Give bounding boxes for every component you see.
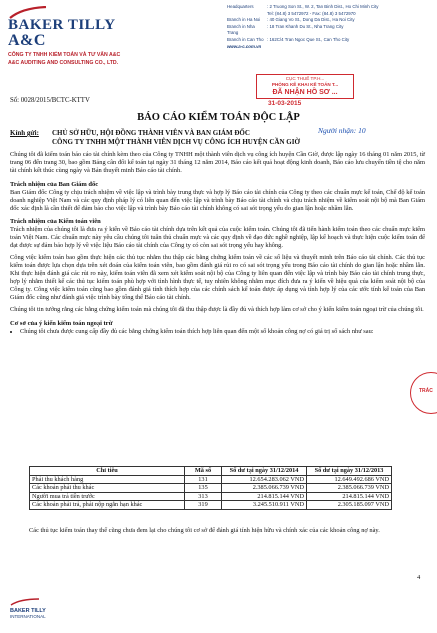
recipient-line-2: CÔNG TY TNHH MỘT THÀNH VIÊN DỊCH VỤ CÔNG ÍCH HUYỆN CẦN GIỜ [52, 137, 300, 146]
section-heading: Trách nhiệm của Ban Giám đốc [10, 180, 99, 188]
report-body [10, 151, 425, 336]
section-heading: Cơ sở của ý kiến kiểm toán ngoại trừ [10, 319, 113, 327]
website[interactable]: www.a-c.com.vn [227, 43, 262, 49]
paragraph: Trách nhiệm của chúng tôi là đưa ra ý kiến về Báo cáo tài chính dựa trên kết quả của cuộc kiểm toán. Chúng tôi đã tiến hành kiểm toán theo các chuẩn mực kiểm toán Việt Nam. Các chuẩn mực này yêu cầu chúng tôi tuân thủ chuẩn mực và các quy định về đạo đức nghề nghiệp, lập kế hoạch và thực hiện cuộc kiểm toán để đạt được sự đảm bảo hợp lý về việc liệu Báo cáo tài chính của Công ty có còn sai sót trọng yếu hay không. [10, 226, 425, 250]
bullet-list [10, 328, 425, 336]
intro-paragraph: Chúng tôi đã kiểm toán báo cáo tài chính kèm theo của Công ty TNHH một thành viên dịch vụ công ích huyện Cần Giờ, được lập ngày 16 tháng 01 năm 2015, từ trang 06 đến trang 30, bao gồm Bảng cân đối kế toán tại ngày 31 tháng 12 năm 2014, Báo cáo kết quả hoạt động kinh doanh, Báo cáo lưu chuyển tiền tệ cho năm tài chính kết thúc cùng ngày và Bản thuyết minh Báo cáo tài chính. [10, 151, 425, 174]
recipient-line-1: CHỦ SỞ HỮU, HỘI ĐỒNG THÀNH VIÊN VÀ BAN GIÁM ĐỐC [52, 129, 250, 137]
table-header-row [30, 467, 392, 476]
handwritten-note: Người nhận: 10 [318, 126, 366, 135]
column-header: Chỉ tiêu [30, 467, 185, 476]
closing-paragraph: Các thủ tục kiểm toán thay thế cũng chưa đem lại cho chúng tôi cơ sở để đánh giá tính hiện hữu và chính xác của các khoản công nợ này. [29, 527, 380, 534]
tax-office-stamp: CỤC THUẾ TP.H... PHÒNG KÊ KHAI KẾ TOÁN T... ĐÃ NHẬN HỒ SƠ ... [256, 74, 354, 99]
office-row: Branch in Can Tho : 162C/4 Tran Ngoc Que St., Can Tho City [227, 36, 350, 42]
footer-logo: BAKER TILLY INTERNATIONAL [10, 598, 60, 620]
recipient-label: Kính gửi: [10, 129, 39, 137]
office-row: Headquarters : 2 Truong Son St., W. 2, Tan Binh Dist., Ho Chi Minh City [227, 4, 379, 9]
company-logo [8, 6, 183, 67]
office-addresses [227, 4, 434, 50]
brand-name-2: A&C [8, 32, 46, 49]
company-seal: TRÁC [410, 372, 437, 414]
paragraph: Ban Giám đốc Công ty chịu trách nhiệm về việc lập và trình bày trung thực và hợp lý Báo cáo tài chính của Công ty theo các chuẩn mực kế toán, Chế độ kế toán doanh nghiệp Việt Nam và các quy định pháp lý có liên quan đến việc lập và trình bày Báo cáo tài chính và chịu trách nhiệm về kiểm soát nội bộ mà Ban Giám đốc xác định là cần thiết để đảm bảo cho việc lập và trình bày Báo cáo tài chính không có sai sót trọng yếu do gian lận hoặc nhầm lẫn. [10, 188, 425, 212]
page-number: 4 [417, 574, 421, 581]
recipient [52, 129, 300, 146]
brand-name: BAKER TILLY [8, 17, 116, 33]
table-row: Phải thu khách hàng 131 12.654.283.062 VND 12.649.492.686 VND [30, 475, 392, 484]
table-row: Người mua trả tiền trước 313 214.815.144 VND 214.815.144 VND [30, 492, 392, 501]
list-item: • Chúng tôi chưa được cung cấp đầy đủ các bằng chứng kiểm toán thích hợp liên quan đến một số khoản công nợ có giá trị số sách như sau: [20, 328, 425, 336]
logo-swoosh-icon [8, 6, 48, 20]
paragraph: Chúng tôi tin tưởng rằng các bằng chứng kiểm toán mà chúng tôi đã thu thập được là đầy đủ và thích hợp làm cơ sở cho ý kiến kiểm toán ngoại trừ của chúng tôi. [10, 305, 424, 313]
document-number: Số: 0028/2015/BCTC-KTTV [10, 97, 90, 104]
table-row: Các khoản phải thu khác 135 2.385.066.739 VND 2.385.066.739 VND [30, 484, 392, 493]
company-name-vn: CÔNG TY TNHH KIỂM TOÁN VÀ TƯ VẤN A&C [8, 52, 121, 58]
report-title: BÁO CÁO KIỂM TOÁN ĐỘC LẬP [137, 112, 300, 123]
footer-swoosh-icon [10, 598, 40, 606]
column-header: Số dư tại ngày 31/12/2013 [307, 467, 392, 476]
stamp-date: 31-03-2015 [268, 100, 302, 107]
company-name-en: A&C AUDITING AND CONSULTING CO., LTD. [8, 60, 119, 66]
paragraph: Công việc kiểm toán bao gồm thực hiện các thủ tục nhằm thu thập các bằng chứng kiểm toán về các số liệu và thuyết minh trên Báo cáo tài chính. Các thủ tục kiểm toán được lựa chọn dựa trên xét đoán của kiểm toán viên, bao gồm đánh giá rủi ro có sai sót trọng yếu trong Báo cáo tài chính do gian lận hoặc nhầm lẫn. Khi thực hiện đánh giá các rủi ro này, kiểm toán viên đã xem xét kiểm soát nội bộ của Công ty liên quan đến việc lập và trình bày Báo cáo tài chính trung thực, hợp lý nhằm thiết kế các thủ tục kiểm toán phù hợp với tình hình thực tế, tuy nhiên không nhằm mục đích đưa ra ý kiến về hiệu quả của kiểm soát nội bộ của Công ty. Công việc kiểm toán cũng bao gồm đánh giá tính thích hợp của các chính sách kế toán được áp dụng và tính hợp lý của các ước tính kế toán của Ban Giám đốc cũng như đánh giá việc trình bày tổng thể Báo cáo tài chính. [10, 254, 425, 301]
section-heading: Trách nhiệm của Kiểm toán viên [10, 218, 101, 226]
office-row: Branch in Nha Trang : 18 Tran Khanh Du St., Nha Trang City [227, 23, 344, 36]
office-row: Tel: (84.8) 3 5472972 - Fax: (84.8) 3 5472970 [267, 10, 356, 16]
office-row: Branch in Ha Noi : 40 Giang Vo St., Dong Da Dist., Ha Noi City [227, 17, 355, 23]
column-header: Số dư tại ngày 31/12/2014 [222, 467, 307, 476]
column-header: Mã số [185, 467, 222, 476]
table-row: Các khoản phải trả, phải nộp ngắn hạn khác 319 3.245.510.911 VND 2.305.185.097 VND [30, 501, 392, 510]
balances-table [29, 466, 392, 510]
